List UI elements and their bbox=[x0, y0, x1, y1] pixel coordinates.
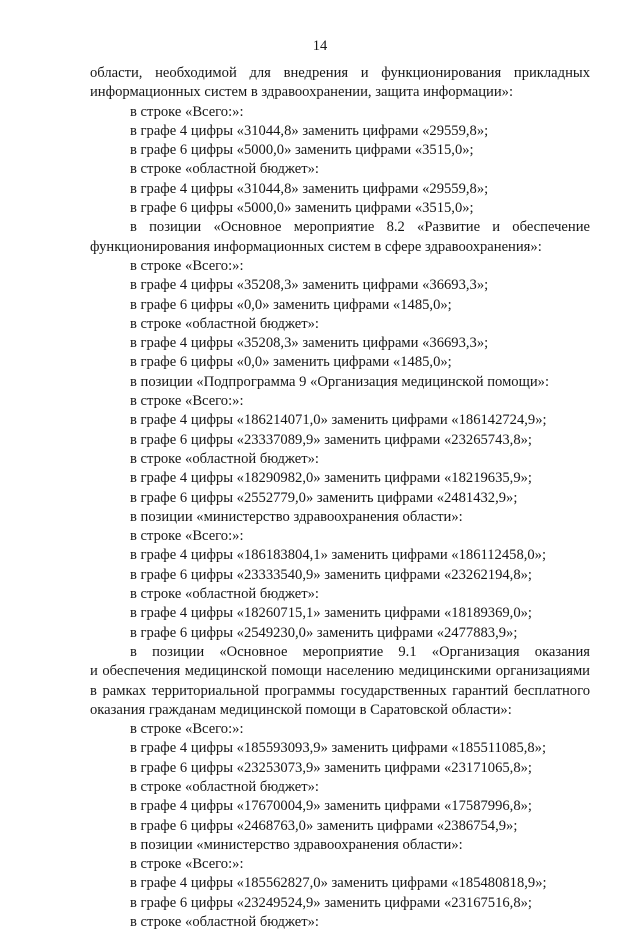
text-line: в графе 6 цифры «5000,0» заменить цифрами «3515,0»; bbox=[130, 142, 474, 159]
text-line: в графе 6 цифры «23337089,9» заменить цифрами «23265743,8»; bbox=[130, 431, 532, 448]
text-line: в строке «областной бюджет»: bbox=[130, 315, 319, 332]
text-line: информационных систем в здравоохранении, защита информации»: bbox=[90, 84, 514, 101]
text-line: в строке «областной бюджет»: bbox=[130, 586, 319, 603]
text-line: в графе 4 цифры «18290982,0» заменить цифрами «18219635,9»; bbox=[130, 470, 532, 487]
text-line: в графе 6 цифры «23333540,9» заменить цифрами «23262194,8»; bbox=[130, 566, 532, 583]
text-line: в графе 6 цифры «0,0» заменить цифрами «1485,0»; bbox=[130, 354, 452, 371]
text-line: в строке «Всего:»: bbox=[130, 103, 244, 120]
text-line: в графе 4 цифры «185593093,9» заменить цифрами «185511085,8»; bbox=[130, 740, 547, 757]
text-line: в рамках территориальной программы государственных гарантий бесплатного bbox=[90, 682, 590, 699]
text-line: в строке «областной бюджет»: bbox=[130, 914, 319, 931]
text-line: и обеспечения медицинской помощи населению медицинскими организациями bbox=[90, 663, 590, 680]
text-line: в графе 4 цифры «31044,8» заменить цифрами «29559,8»; bbox=[130, 180, 489, 197]
text-line: в графе 4 цифры «31044,8» заменить цифрами «29559,8»; bbox=[130, 122, 489, 139]
text-line: области, необходимой для внедрения и функционирования прикладных bbox=[90, 65, 590, 81]
text-line: в графе 6 цифры «23249524,9» заменить цифрами «23167516,8»; bbox=[130, 894, 532, 911]
text-line: в графе 6 цифры «2468763,0» заменить цифрами «2386754,9»; bbox=[130, 817, 518, 834]
text-line: функционирования информационных систем в сфере здравоохранения»: bbox=[90, 238, 542, 255]
text-line: в графе 4 цифры «17670004,9» заменить цифрами «17587996,8»; bbox=[130, 798, 532, 815]
text-line: в строке «областной бюджет»: bbox=[130, 778, 319, 795]
text-line: в графе 4 цифры «186183804,1» заменить цифрами «186112458,0»; bbox=[130, 547, 547, 564]
text-line: в графе 6 цифры «0,0» заменить цифрами «1485,0»; bbox=[130, 296, 452, 313]
text-line: в строке «Всего:»: bbox=[130, 721, 244, 738]
text-line: в строке «областной бюджет»: bbox=[130, 450, 319, 467]
text-line: в строке «Всего:»: bbox=[130, 856, 244, 873]
page-number: 14 bbox=[312, 38, 328, 54]
text-line: в позиции «Подпрограмма 9 «Организация медицинской помощи»: bbox=[130, 373, 550, 390]
text-line: в позиции «министерство здравоохранения области»: bbox=[130, 836, 463, 853]
text-line: в графе 6 цифры «23253073,9» заменить цифрами «23171065,8»; bbox=[130, 759, 532, 776]
text-line: в графе 4 цифры «18260715,1» заменить цифрами «18189369,0»; bbox=[130, 605, 532, 622]
text-line: в строке «Всего:»: bbox=[130, 257, 244, 274]
document-text bbox=[90, 64, 590, 932]
text-line: оказания гражданам медицинской помощи в Саратовской области»: bbox=[90, 701, 512, 718]
text-line: в графе 6 цифры «2552779,0» заменить цифрами «2481432,9»; bbox=[130, 489, 518, 506]
text-line: в строке «Всего:»: bbox=[130, 528, 244, 545]
text-line: в графе 6 цифры «2549230,0» заменить цифрами «2477883,9»; bbox=[130, 624, 518, 641]
text-line: в графе 4 цифры «185562827,0» заменить цифрами «185480818,9»; bbox=[130, 875, 547, 892]
text-line: в графе 4 цифры «35208,3» заменить цифрами «36693,3»; bbox=[130, 277, 489, 294]
text-line: в позиции «Основное мероприятие 9.1 «Организация оказания bbox=[130, 643, 590, 660]
text-line: в графе 6 цифры «5000,0» заменить цифрами «3515,0»; bbox=[130, 200, 474, 217]
text-line: в строке «областной бюджет»: bbox=[130, 161, 319, 178]
text-line: в графе 4 цифры «186214071,0» заменить цифрами «186142724,9»; bbox=[130, 412, 547, 429]
text-line: в строке «Всего:»: bbox=[130, 393, 244, 410]
text-line: в позиции «министерство здравоохранения области»: bbox=[130, 508, 463, 525]
text-line: в позиции «Основное мероприятие 8.2 «Развитие и обеспечение bbox=[130, 219, 590, 236]
text-line: в графе 4 цифры «35208,3» заменить цифрами «36693,3»; bbox=[130, 335, 489, 352]
